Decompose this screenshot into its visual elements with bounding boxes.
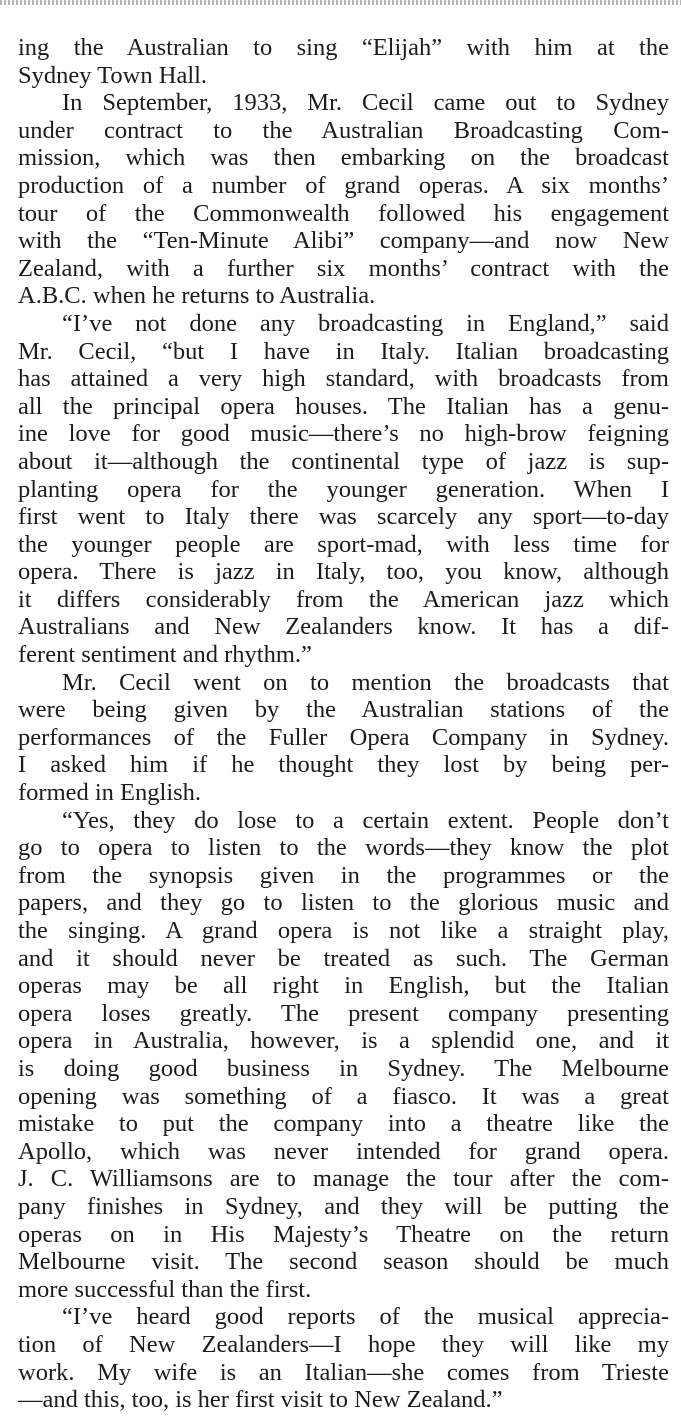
article-line: the younger people are sport-mad, with less time for bbox=[18, 530, 669, 558]
article-line: first went to Italy there was scarcely any sport—to-day bbox=[18, 503, 669, 531]
article-line: tour of the Commonwealth followed his engagement bbox=[18, 199, 669, 227]
article-line: ine love for good music—there’s no high-brow feigning bbox=[18, 420, 669, 448]
article-line: Australians and New Zealanders know. It has a dif- bbox=[18, 613, 669, 641]
article-line: opera in Australia, however, is a splendid one, and it bbox=[18, 1027, 669, 1055]
article-line: under contract to the Australian Broadcasting Com- bbox=[18, 116, 669, 144]
article-line: it differs considerably from the American jazz which bbox=[18, 585, 669, 613]
article-line: the singing. A grand opera is not like a straight play, bbox=[18, 917, 669, 944]
article-line: ing the Australian to sing “Elijah” with him at the bbox=[18, 34, 669, 61]
article-line: mission, which was then embarking on the broadcast bbox=[18, 144, 669, 172]
article-line: pany finishes in Sydney, and they will be putting the bbox=[18, 1192, 669, 1220]
article-line: ferent sentiment and rhythm.” bbox=[18, 641, 312, 669]
article-line: “Yes, they do lose to a certain extent. People don’t bbox=[62, 806, 669, 834]
article-line: Zealand, with a further six months’ contract with the bbox=[18, 254, 669, 282]
article-line: operas on in His Majesty’s Theatre on the return bbox=[18, 1220, 669, 1248]
article-line: Melbourne visit. The second season should be much bbox=[18, 1248, 669, 1276]
article-line: and it should never be treated as such. The German bbox=[18, 944, 669, 972]
article-line: J. C. Williamsons are to manage the tour after the com- bbox=[18, 1165, 669, 1193]
top-rule-divider bbox=[0, 0, 681, 5]
article-line: “I’ve heard good reports of the musical appreciа- bbox=[62, 1303, 669, 1331]
article-line: is doing good business in Sydney. The Melbourne bbox=[18, 1054, 669, 1082]
article-line: were being given by the Australian stations of the bbox=[18, 696, 669, 724]
article-line: “I’ve not done any broadcasting in England,” said bbox=[62, 309, 669, 337]
article-line: opera loses greatly. The present company presenting bbox=[18, 999, 669, 1027]
article-line: planting opera for the younger generation. When I bbox=[18, 475, 669, 503]
article-line: In September, 1933, Mr. Cecil came out to Sydney bbox=[62, 89, 669, 117]
article-line: tion of New Zealanders—I hope they will like my bbox=[18, 1330, 669, 1358]
article-column bbox=[18, 34, 669, 1414]
article-line: with the “Ten-Minute Alibi” company—and now New bbox=[18, 227, 669, 255]
article-line: go to opera to listen to the words—they know the plot bbox=[18, 834, 669, 862]
article-line: from the synopsis given in the programmes or the bbox=[18, 861, 669, 889]
article-line: Mr. Cecil, “but I have in Italy. Italian broadcasting bbox=[18, 337, 669, 365]
article-line: I asked him if he thought they lost by being per- bbox=[18, 751, 669, 779]
article-line: formed in English. bbox=[18, 779, 202, 807]
article-line: A.B.C. when he returns to Australia. bbox=[18, 282, 376, 310]
article-line: all the principal opera houses. The Italian has a genu- bbox=[18, 392, 669, 420]
article-line: mistake to put the company into a theatre like the bbox=[18, 1110, 669, 1138]
article-line: papers, and they go to listen to the glorious music and bbox=[18, 889, 669, 917]
article-line: Apollo, which was never intended for grand opera. bbox=[18, 1137, 669, 1165]
article-line: opening was something of a fiasco. It was a great bbox=[18, 1082, 669, 1110]
article-line: Sydney Town Hall. bbox=[18, 61, 208, 89]
article-line: has attained a very high standard, with broadcasts from bbox=[18, 365, 669, 393]
article-line: Mr. Cecil went on to mention the broadcasts that bbox=[62, 668, 669, 696]
article-line: performances of the Fuller Opera Company in Sydney. bbox=[18, 723, 669, 751]
article-line: —and this, too, is her first visit to New Zealand.” bbox=[18, 1386, 503, 1414]
article-line: operas may be all right in English, but the Italian bbox=[18, 972, 669, 1000]
article-line: more successful than the first. bbox=[18, 1275, 312, 1303]
article-line: work. My wife is an Italian—she comes from Trieste bbox=[18, 1358, 669, 1386]
article-line: production of a number of grand operas. A six months’ bbox=[18, 171, 669, 199]
article-line: opera. There is jazz in Italy, too, you know, although bbox=[18, 558, 669, 586]
article-line: about it—although the continental type of jazz is sup- bbox=[18, 447, 669, 475]
